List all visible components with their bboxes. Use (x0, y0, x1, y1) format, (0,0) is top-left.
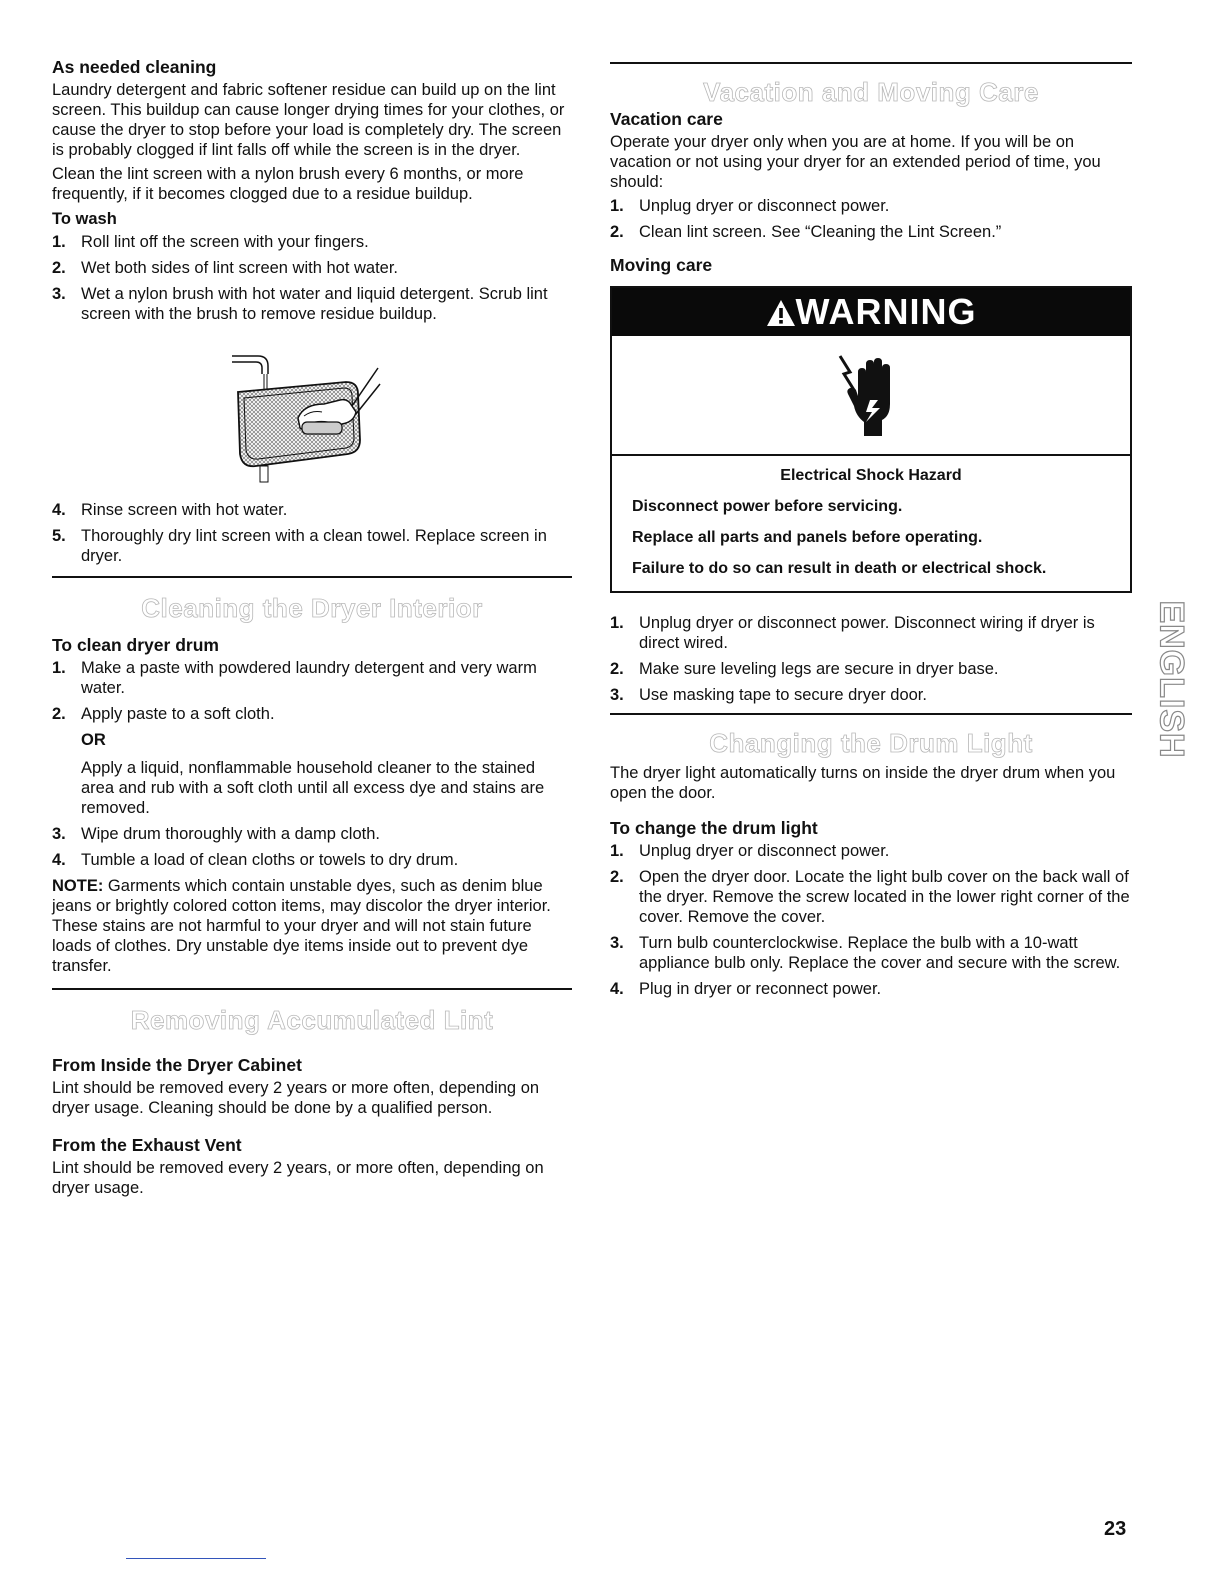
step-text: Unplug dryer or disconnect power. (639, 197, 890, 215)
list-item (610, 196, 1132, 216)
step-number: 2. (610, 868, 624, 886)
electrical-shock-hand-icon (836, 350, 906, 440)
section-divider (52, 576, 572, 578)
list-item (52, 850, 572, 870)
lint-screen-wash-illustration (228, 342, 388, 484)
step-text: Open the dryer door. Locate the light bulb cover on the back wall of the dryer. Remove the screw located in the lower right corner of the cover. Remove the cover. (639, 868, 1130, 926)
page-number: 23 (1104, 1518, 1127, 1540)
step-text: Plug in dryer or reconnect power. (639, 980, 882, 998)
changing-drum-light-title: Changing the Drum Light (709, 728, 1033, 758)
or-label: OR (81, 731, 106, 749)
vacation-care-text: Operate your dryer only when you are at home. If you will be on vacation or not using your dryer for an extended period of time, you should: (610, 133, 1101, 191)
step-number: 4. (52, 851, 66, 869)
right-column (610, 62, 1132, 1005)
warning-title: WARNING (795, 291, 977, 332)
list-item (52, 824, 572, 844)
list-item (610, 613, 1132, 653)
moving-care-heading: Moving care (610, 255, 713, 275)
drum-light-steps (610, 841, 1132, 999)
step-text: Apply paste to a soft cloth. (81, 705, 275, 723)
step-number: 4. (52, 501, 66, 519)
step-text: Wet a nylon brush with hot water and liquid detergent. Scrub lint screen with the brush to remove residue buildup. (81, 285, 548, 323)
note-text: Garments which contain unstable dyes, such as denim blue jeans or brightly colored cotton items, may discolor the dryer interior. These stains are not harmful to your dryer and will not stain future loads of clothes. Dry unstable dye items inside out to prevent dye transfer. (52, 877, 551, 975)
vacation-moving-care-title: Vacation and Moving Care (703, 77, 1039, 107)
section-divider (610, 62, 1132, 64)
step-text: Thoroughly dry lint screen with a clean towel. Replace screen in dryer. (81, 527, 547, 565)
list-item (610, 933, 1132, 973)
footer-line (126, 1558, 266, 1559)
step-text: Turn bulb counterclockwise. Replace the bulb with a 10-watt appliance bulb only. Replace the cover and secure with the screw. (639, 934, 1121, 972)
step-number: 3. (52, 285, 66, 303)
note-label: NOTE: (52, 877, 104, 895)
step-number: 1. (610, 197, 624, 215)
left-column (52, 56, 572, 1202)
step-number: 2. (610, 660, 624, 678)
step-text: Clean lint screen. See “Cleaning the Lint Screen.” (639, 223, 1002, 241)
warning-box (610, 286, 1132, 593)
step-text: Wet both sides of lint screen with hot water. (81, 259, 399, 277)
section-divider (610, 713, 1132, 715)
cleaning-dryer-interior-title: Cleaning the Dryer Interior (141, 593, 483, 623)
list-item (52, 500, 572, 520)
step-number: 3. (610, 934, 624, 952)
as-needed-paragraph-2: Clean the lint screen with a nylon brush every 6 months, or more frequently, if it becomes clogged due to a residue buildup. (52, 165, 524, 203)
list-item (610, 841, 1132, 861)
warning-text (612, 456, 1130, 591)
step-number: 5. (52, 527, 66, 545)
list-item (52, 232, 572, 252)
warning-triangle-icon (766, 299, 796, 327)
exhaust-vent-text: Lint should be removed every 2 years, or more often, depending on dryer usage. (52, 1159, 544, 1197)
drum-light-text: The dryer light automatically turns on inside the dryer drum when you open the door. (610, 764, 1116, 802)
warning-line-1: Disconnect power before servicing. (632, 498, 903, 515)
warning-header (612, 288, 1130, 336)
section-divider (52, 988, 572, 990)
step-text: Make sure leveling legs are secure in dryer base. (639, 660, 999, 678)
vacation-steps (610, 196, 1132, 242)
list-item (610, 685, 1132, 705)
step-number: 3. (52, 825, 66, 843)
to-clean-dryer-drum-heading: To clean dryer drum (52, 635, 219, 655)
cabinet-heading: From Inside the Dryer Cabinet (52, 1055, 302, 1075)
step-text: Make a paste with powdered laundry detergent and very warm water. (81, 659, 537, 697)
list-item (610, 222, 1132, 242)
wash-steps-list-continued (52, 500, 572, 566)
step-number: 2. (610, 223, 624, 241)
language-side-tab (1152, 568, 1191, 790)
list-item (52, 284, 572, 324)
change-drum-light-heading: To change the drum light (610, 818, 818, 838)
step-number: 1. (610, 842, 624, 860)
to-wash-heading: To wash (52, 210, 117, 228)
exhaust-vent-heading: From the Exhaust Vent (52, 1135, 242, 1155)
step-number: 2. (52, 259, 66, 277)
step-number: 1. (52, 233, 66, 251)
step-text: Roll lint off the screen with your fingers. (81, 233, 369, 251)
step-number: 1. (610, 614, 624, 632)
list-item (610, 979, 1132, 999)
step-number: 3. (610, 686, 624, 704)
warning-line-3: Failure to do so can result in death or electrical shock. (632, 560, 1047, 577)
step-text: Tumble a load of clean cloths or towels to dry drum. (81, 851, 459, 869)
step-2-alternative: Apply a liquid, nonflammable household cleaner to the stained area and rub with a soft cloth until all excess dye and stains are removed. (81, 759, 545, 817)
warning-line-2: Replace all parts and panels before operating. (632, 529, 983, 546)
step-text: Rinse screen with hot water. (81, 501, 288, 519)
list-item (610, 867, 1132, 927)
note-paragraph (52, 876, 572, 976)
step-text: Unplug dryer or disconnect power. Disconnect wiring if dryer is direct wired. (639, 614, 1095, 652)
side-tab-label: ENGLISH (1152, 599, 1191, 759)
list-item (610, 659, 1132, 679)
list-item (52, 658, 572, 698)
step-number: 2. (52, 705, 66, 723)
hazard-title: Electrical Shock Hazard (780, 467, 962, 484)
cabinet-text: Lint should be removed every 2 years or more often, depending on dryer usage. Cleaning should be done by a qualified person. (52, 1079, 540, 1117)
step-text: Use masking tape to secure dryer door. (639, 686, 927, 704)
step-number: 1. (52, 659, 66, 677)
wash-steps-list (52, 232, 572, 324)
list-item (52, 704, 572, 818)
list-item (52, 526, 572, 566)
removing-accumulated-lint-title: Removing Accumulated Lint (130, 1005, 494, 1035)
as-needed-paragraph-1: Laundry detergent and fabric softener residue can build up on the lint screen. This buildup can cause longer drying times for your clothes, or cause the dryer to stop before your load is completely dry. The screen is probably clogged if lint falls off while the screen is in the dryer. (52, 81, 565, 159)
vacation-care-heading: Vacation care (610, 109, 723, 129)
list-item (52, 258, 572, 278)
shock-icon-area (612, 336, 1130, 456)
moving-steps (610, 613, 1132, 705)
drum-cleaning-steps (52, 658, 572, 870)
as-needed-cleaning-heading: As needed cleaning (52, 57, 217, 77)
step-text: Wipe drum thoroughly with a damp cloth. (81, 825, 380, 843)
step-text: Unplug dryer or disconnect power. (639, 842, 890, 860)
step-number: 4. (610, 980, 624, 998)
